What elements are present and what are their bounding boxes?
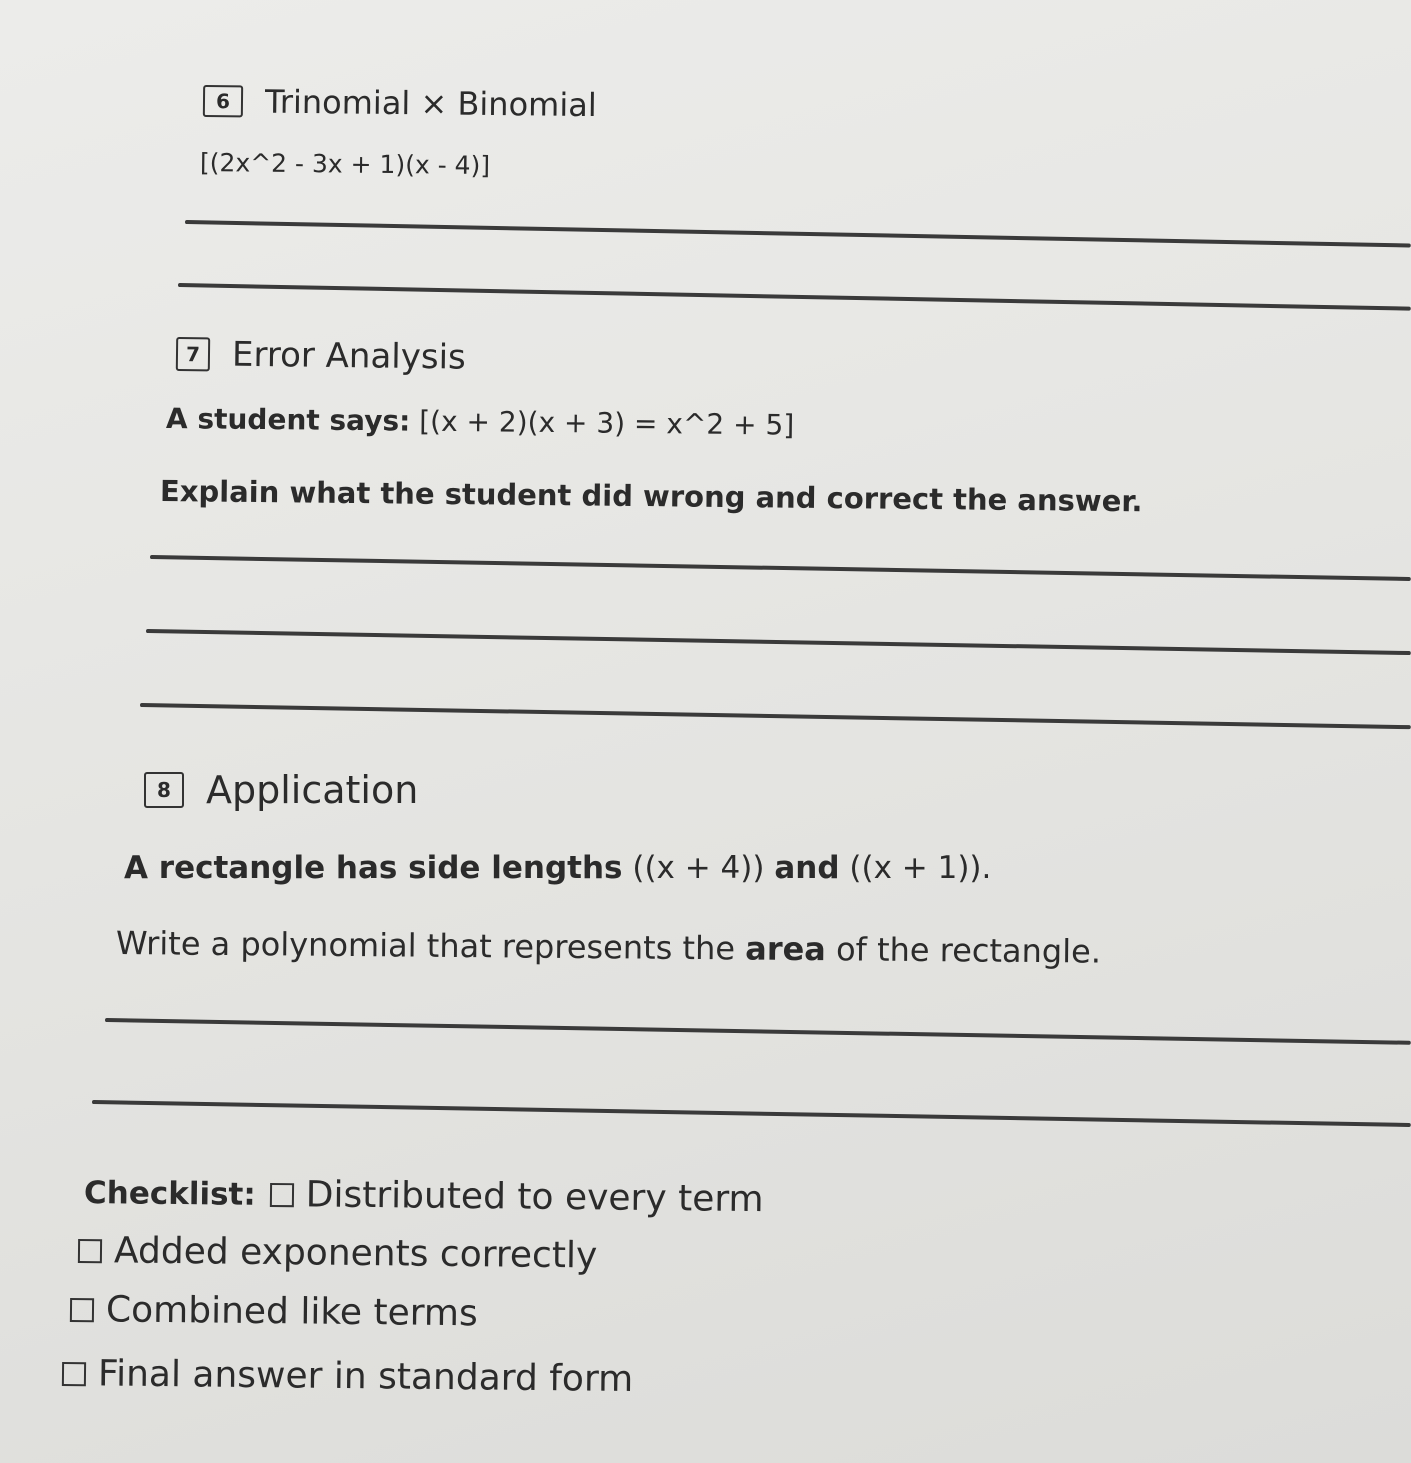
q7-prompt (166, 402, 795, 442)
checklist-row-2 (78, 1230, 598, 1276)
checklist-checkbox-1[interactable] (270, 1182, 294, 1206)
checklist-checkbox-2[interactable] (78, 1239, 102, 1263)
checklist-row-1 (84, 1172, 764, 1220)
q7-title: Error Analysis (231, 334, 467, 378)
q7-prompt-expression: [(x + 2)(x + 3) = x^2 + 5] (419, 404, 795, 442)
q6-title: Trinomial × Binomial (264, 82, 597, 125)
q7-heading (176, 334, 466, 378)
checklist-row-4 (62, 1353, 634, 1400)
checklist-row-3 (70, 1289, 478, 1334)
checklist-item-3: Combined like terms (105, 1289, 478, 1335)
q8-answer-line-1 (105, 1018, 1411, 1045)
q8-number-badge: 8 (144, 772, 184, 808)
q8-answer-line-2 (92, 1100, 1411, 1127)
q7-answer-line-2 (146, 629, 1411, 655)
checklist-checkbox-4[interactable] (62, 1362, 86, 1386)
q8-sentence (124, 850, 991, 886)
q8-instruction-bold: area (745, 929, 827, 969)
q8-heading (144, 768, 418, 812)
q7-instruction: Explain what the student did wrong and correct the answer. (159, 474, 1143, 519)
q8-instruction-end: of the rectangle. (835, 930, 1102, 971)
q6-number-badge: 6 (203, 85, 243, 117)
q8-conjunction: and (774, 850, 840, 886)
q8-side1: ((x + 4)) (632, 850, 765, 886)
q8-instruction-start: Write a polynomial that represents the (115, 924, 736, 968)
checklist-item-2: Added exponents correctly (113, 1230, 598, 1277)
q6-expression: [(2x^2 - 3x + 1)(x - 4)] (199, 148, 491, 181)
q8-title: Application (206, 768, 419, 812)
q7-answer-line-1 (150, 555, 1411, 581)
checklist-checkbox-3[interactable] (70, 1298, 94, 1322)
q7-answer-line-3 (140, 703, 1411, 729)
q7-number-badge: 7 (176, 337, 210, 371)
checklist-item-4: Final answer in standard form (97, 1353, 634, 1400)
checklist-item-1: Distributed to every term (305, 1174, 764, 1221)
q8-sentence-start: A rectangle has side lengths (124, 850, 623, 886)
q6-answer-line-1 (185, 220, 1411, 248)
q8-instruction (116, 924, 1101, 971)
q8-side2: ((x + 1)). (849, 850, 992, 886)
q6-heading (203, 82, 597, 124)
checklist-label: Checklist: (83, 1174, 256, 1213)
q6-answer-line-2 (178, 283, 1411, 311)
q7-prompt-label: A student says: (165, 402, 411, 438)
